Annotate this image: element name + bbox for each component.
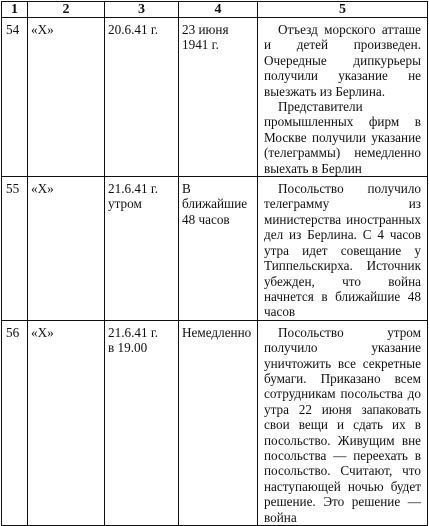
source-label: «Х» bbox=[31, 22, 54, 37]
source-cell bbox=[28, 177, 105, 321]
report-cell bbox=[258, 18, 428, 177]
table-row bbox=[2, 320, 428, 525]
report-paragraph: Посольство утром получило указание уничтожить все секретные бумаги. Приказано всем сотрудникам посольства до утра 22 июня запаковать свои вещи и сдать их в посольство. Живущим вне посольства — переехать в посольство. Считают, что наступающей ночью будет решение. Это решение — война bbox=[264, 324, 421, 525]
report-paragraph: Представители промышленных фирм в Москве получили указание (телеграммы) немедленно выехать в Берлин bbox=[264, 99, 421, 176]
header-col-4: 4 bbox=[179, 2, 258, 18]
header-col-1: 1 bbox=[2, 2, 28, 18]
header-col-3: 3 bbox=[105, 2, 179, 18]
table-row bbox=[2, 177, 428, 321]
date-text: 21.6.41 г. bbox=[108, 181, 159, 197]
header-col-2: 2 bbox=[28, 2, 105, 18]
header-row bbox=[2, 2, 428, 18]
row-number-cell bbox=[2, 177, 28, 321]
row-number: 54 bbox=[6, 22, 20, 37]
report-paragraph: Посольство получило телеграмму из министерства иностранных дел из Берлина. С 4 часов утра идет совещание у Типпельскирха. Источник убежден, что война начнется в ближайшие 48 часов bbox=[264, 181, 421, 320]
term-cell bbox=[179, 177, 258, 321]
intelligence-table bbox=[1, 1, 428, 526]
date-cell bbox=[105, 177, 179, 321]
source-cell bbox=[28, 320, 105, 525]
date-cell bbox=[105, 18, 179, 177]
date-time-text: утром bbox=[108, 196, 142, 212]
row-number-cell bbox=[2, 18, 28, 177]
row-number-cell bbox=[2, 320, 28, 525]
report-cell bbox=[258, 177, 428, 321]
date-cell bbox=[105, 320, 179, 525]
source-label: «Х» bbox=[31, 181, 54, 197]
report-paragraph: Отъезд морского атташе и детей произведен. Очередные дипкурьеры получили указание не выезжать из Берлина. bbox=[264, 22, 421, 99]
term-text: Немедленно bbox=[182, 324, 252, 340]
row-number: 55 bbox=[6, 181, 20, 197]
term-cell bbox=[179, 18, 258, 177]
term-text: В ближайшие 48 часов bbox=[182, 181, 248, 227]
header-col-5: 5 bbox=[258, 2, 428, 18]
date-text: 20.6.41 г. bbox=[108, 22, 159, 37]
table-row bbox=[2, 18, 428, 177]
date-time-text: в 19.00 bbox=[108, 340, 148, 356]
date-text: 21.6.41 г. bbox=[108, 324, 159, 340]
term-text: 23 июня 1941 г. bbox=[182, 22, 229, 53]
source-cell bbox=[28, 18, 105, 177]
term-cell bbox=[179, 320, 258, 525]
source-label: «Х» bbox=[31, 324, 54, 340]
report-cell bbox=[258, 320, 428, 525]
row-number: 56 bbox=[6, 324, 20, 340]
